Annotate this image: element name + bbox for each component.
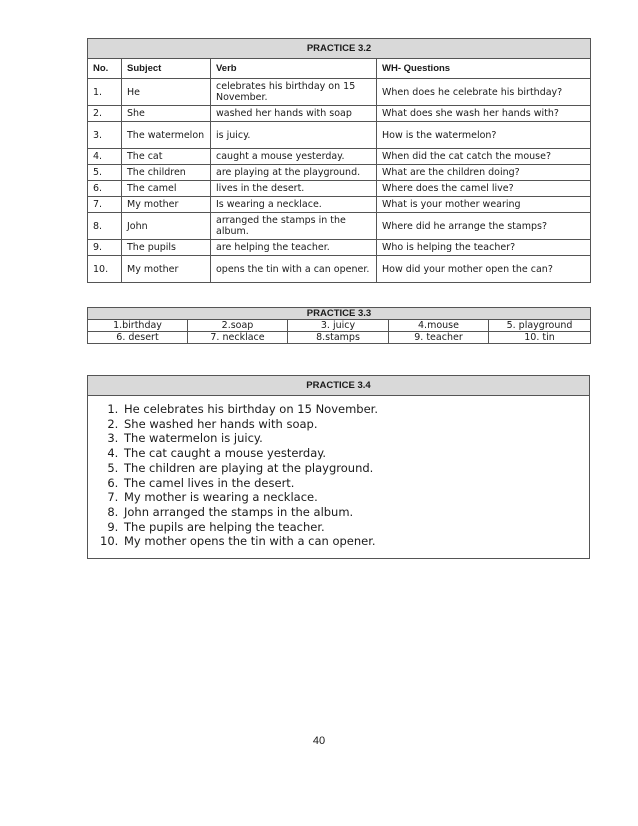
row-verb: opens the tin with a can opener. (211, 256, 377, 283)
row-number: 9. (88, 240, 122, 256)
row-question: What does she wash her hands with? (377, 106, 591, 122)
list-item: 4. The cat caught a mouse yesterday. (122, 446, 585, 461)
list-item: 2. She washed her hands with soap. (122, 417, 585, 432)
row-number: 4. (88, 149, 122, 165)
list-item: 10. My mother opens the tin with a can opener. (122, 534, 585, 549)
sentence-list (98, 402, 585, 549)
row-subject: The children (122, 165, 211, 181)
row-question: Where did he arrange the stamps? (377, 213, 591, 240)
col-header-wh-questions: WH- Questions (377, 59, 591, 79)
row-subject: The camel (122, 181, 211, 197)
row-number: 7. (88, 197, 122, 213)
list-item: 9. The pupils are helping the teacher. (122, 520, 585, 535)
row-question: What is your mother wearing (377, 197, 591, 213)
vocab-word: 9. teacher (389, 332, 489, 344)
practice-3-4-table (87, 375, 590, 559)
row-question: Who is helping the teacher? (377, 240, 591, 256)
list-item: 8. John arranged the stamps in the album. (122, 505, 585, 520)
practice-3-2-table (87, 38, 591, 283)
row-verb: caught a mouse yesterday. (211, 149, 377, 165)
vocab-word: 4.mouse (389, 320, 489, 332)
row-verb: celebrates his birthday on 15 November. (211, 79, 377, 106)
row-subject: The watermelon (122, 122, 211, 149)
row-subject: She (122, 106, 211, 122)
vocab-word: 5. playground (489, 320, 591, 332)
list-item: 3. The watermelon is juicy. (122, 431, 585, 446)
row-number: 5. (88, 165, 122, 181)
row-verb: lives in the desert. (211, 181, 377, 197)
col-header-subject: Subject (122, 59, 211, 79)
row-subject: John (122, 213, 211, 240)
row-number: 1. (88, 79, 122, 106)
table-row (88, 181, 591, 197)
list-item: 7. My mother is wearing a necklace. (122, 490, 585, 505)
practice-3-3-table (87, 307, 591, 344)
vocab-word: 7. necklace (188, 332, 288, 344)
row-question: When does he celebrate his birthday? (377, 79, 591, 106)
row-number: 2. (88, 106, 122, 122)
vocab-word: 2.soap (188, 320, 288, 332)
row-verb: is juicy. (211, 122, 377, 149)
vocab-word: 10. tin (489, 332, 591, 344)
table-row (88, 197, 591, 213)
page-number: 40 (312, 735, 326, 747)
row-verb: washed her hands with soap (211, 106, 377, 122)
practice-3-2-title: PRACTICE 3.2 (88, 39, 591, 59)
row-subject: My mother (122, 256, 211, 283)
vocab-word: 8.stamps (288, 332, 389, 344)
col-header-verb: Verb (211, 59, 377, 79)
row-question: Where does the camel live? (377, 181, 591, 197)
list-item: 5. The children are playing at the playground. (122, 461, 585, 476)
row-verb: are helping the teacher. (211, 240, 377, 256)
table-row (88, 106, 591, 122)
row-question: When did the cat catch the mouse? (377, 149, 591, 165)
list-item: 1. He celebrates his birthday on 15 November. (122, 402, 585, 417)
table-row (88, 149, 591, 165)
table-row (88, 332, 591, 344)
row-verb: arranged the stamps in the album. (211, 213, 377, 240)
vocab-word: 1.birthday (88, 320, 188, 332)
table-row (88, 165, 591, 181)
table-row (88, 256, 591, 283)
row-question: What are the children doing? (377, 165, 591, 181)
row-subject: My mother (122, 197, 211, 213)
row-number: 10. (88, 256, 122, 283)
row-question: How did your mother open the can? (377, 256, 591, 283)
row-question: How is the watermelon? (377, 122, 591, 149)
table-row (88, 122, 591, 149)
row-number: 6. (88, 181, 122, 197)
row-verb: Is wearing a necklace. (211, 197, 377, 213)
vocab-word: 6. desert (88, 332, 188, 344)
table-row (88, 240, 591, 256)
col-header-no: No. (88, 59, 122, 79)
row-verb: are playing at the playground. (211, 165, 377, 181)
practice-3-4-answers (88, 396, 590, 559)
practice-3-4-title: PRACTICE 3.4 (88, 376, 590, 396)
row-number: 8. (88, 213, 122, 240)
list-item: 6. The camel lives in the desert. (122, 476, 585, 491)
table-row (88, 213, 591, 240)
table-row (88, 79, 591, 106)
vocab-word: 3. juicy (288, 320, 389, 332)
row-number: 3. (88, 122, 122, 149)
table-row (88, 320, 591, 332)
row-subject: The cat (122, 149, 211, 165)
practice-3-3-title: PRACTICE 3.3 (88, 308, 591, 320)
row-subject: He (122, 79, 211, 106)
row-subject: The pupils (122, 240, 211, 256)
